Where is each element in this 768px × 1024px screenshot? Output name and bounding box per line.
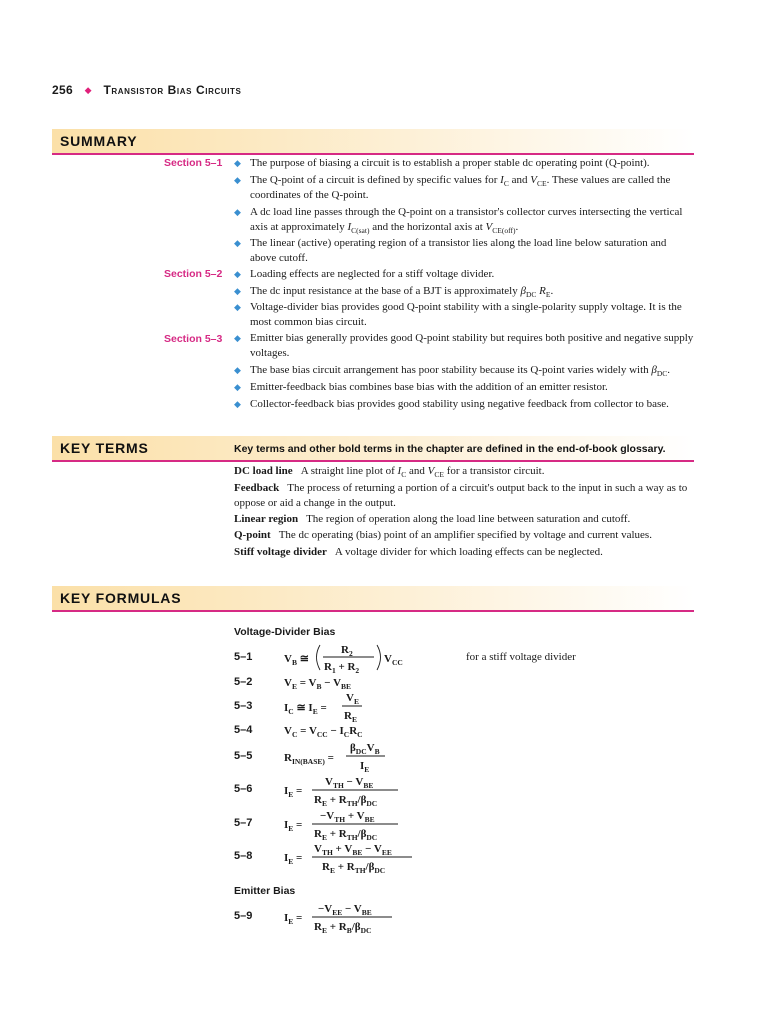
- svg-text:−VTH + VBE: $-V_{TH} + V_{BE}$: [320, 810, 375, 824]
- summary-bullet: [234, 363, 694, 378]
- key-term: [234, 512, 694, 527]
- svg-text:VC = VCC − ICRC: $V_C = V_{CC} - I_CR_C$: [284, 725, 363, 739]
- section-label-5-1: Section 5–1: [164, 157, 223, 169]
- formula-5-3: [280, 688, 420, 724]
- formula-5-7: [280, 806, 430, 842]
- summary-bullet: [234, 397, 694, 412]
- svg-text:R1 + R2: $R_1 + R_2$: [324, 661, 360, 675]
- bullet-text: The dc input resistance at the base of a BJT is approximately $\beta_{DC}$ $R_E$.: [250, 285, 554, 300]
- formula-number: 5–8: [234, 850, 253, 862]
- formula-group-heading: Emitter Bias: [234, 885, 296, 897]
- formula-5-8: [280, 839, 440, 875]
- term-definition: The process of returning a portion of a circuit's output back to the input in such a way as to oppose or aid a change in the output.: [234, 482, 688, 509]
- bullet-text: The base bias circuit arrangement has poor stability because its Q-point varies widely with $\beta_{DC}$.: [250, 364, 671, 379]
- bullet-diamond-icon: ◆: [234, 269, 241, 279]
- svg-text:βDCVB: $\beta_{DC}V_B$: [350, 742, 380, 756]
- svg-text:RE + RTH/βDC: $R_E + R_{TH}/\beta_{DC}$: [314, 828, 378, 842]
- formula-number: 5–6: [234, 783, 253, 795]
- bullet-diamond-icon: ◆: [234, 382, 241, 392]
- svg-text:VB ≅: $V_B$ ≅: [284, 653, 309, 667]
- bullet-diamond-icon: ◆: [234, 175, 241, 185]
- bullet-diamond-icon: ◆: [234, 365, 241, 375]
- svg-text:VE: $V_E$: [346, 692, 359, 706]
- term-definition: The dc operating (bias) point of an amplifier specified by voltage and current values.: [278, 529, 652, 541]
- bullet-text: Collector-feedback bias provides good stability using negative feedback from collector to base.: [250, 398, 669, 410]
- summary-bullet: [234, 380, 694, 395]
- key-terms-note: Key terms and other bold terms in the chapter are defined in the end-of-book glossary.: [234, 443, 666, 455]
- key-terms-band: [52, 436, 694, 462]
- term-name: Linear region: [234, 513, 299, 525]
- summary-bullet: [234, 267, 694, 282]
- svg-text:−VEE − VBE: $-V_{EE} - V_{BE}$: [318, 903, 372, 917]
- bullet-diamond-icon: ◆: [234, 286, 241, 296]
- term-name: Stiff voltage divider: [234, 546, 327, 558]
- svg-text:RE: $R_E$: [344, 710, 357, 724]
- svg-text:VE = VB − VBE: $V_E = V_B - V_{BE}$: [284, 677, 352, 691]
- formula-number: 5–1: [234, 651, 253, 663]
- svg-text:VTH + VBE − VEE: $V_{TH} + V_{BE} - V_{EE}$: [314, 843, 392, 857]
- key-term: [234, 464, 694, 479]
- summary-bullet: [234, 300, 694, 330]
- bullet-diamond-icon: ◆: [234, 207, 241, 217]
- svg-text:RE + RTH/βDC: $R_E + R_{TH}/\beta_{DC}$: [322, 861, 386, 875]
- formula-number: 5–3: [234, 700, 253, 712]
- key-formulas-heading: KEY FORMULAS: [60, 590, 182, 606]
- term-name: DC load line: [234, 465, 293, 477]
- running-head: [52, 83, 241, 97]
- section-label-5-3: Section 5–3: [164, 333, 223, 345]
- term-definition: The region of operation along the load line between saturation and cutoff.: [306, 513, 631, 525]
- summary-band: [52, 129, 694, 155]
- term-name: Q-point: [234, 529, 271, 541]
- bullet-text: A dc load line passes through the Q-point on a transistor's collector curves intersecting the vertical axis at approximately $I_{C(sat)}$ and the horizontal axis at $V_{CE(off)}$.: [250, 206, 683, 236]
- formula-5-6: [280, 772, 430, 808]
- svg-text:IE =: $I_E$ =: [284, 819, 303, 833]
- svg-text:RIN(BASE) =: $R_{IN(BASE)}$ =: [284, 752, 334, 766]
- bullet-diamond-icon: ◆: [234, 333, 241, 343]
- formula-number: 5–7: [234, 817, 253, 829]
- bullet-diamond-icon: ◆: [234, 302, 241, 312]
- bullet-diamond-icon: ◆: [234, 399, 241, 409]
- svg-text:IE =: $I_E$ =: [284, 852, 303, 866]
- formula-number: 5–5: [234, 750, 253, 762]
- formula-number: 5–9: [234, 910, 253, 922]
- key-term: [234, 528, 694, 543]
- key-term: [234, 545, 694, 560]
- svg-text:RE + RB/βDC: $R_E + R_B/\beta_{DC}$: [314, 921, 372, 935]
- bullet-text: Loading effects are neglected for a stiff voltage divider.: [250, 268, 495, 280]
- summary-bullet: [234, 236, 694, 266]
- page-number: 256: [52, 83, 73, 97]
- svg-text:IC ≅ IE =: $I_C$ ≅ $I_E$ =: [284, 702, 327, 716]
- bullet-text: Emitter-feedback bias combines base bias with the addition of an emitter resistor.: [250, 381, 608, 393]
- bullet-text: Emitter bias generally provides good Q-point stability but requires both positive and negative supply voltages.: [250, 332, 694, 359]
- svg-text:IE =: $I_E$ =: [284, 785, 303, 799]
- summary-bullet: [234, 284, 694, 299]
- key-term: [234, 481, 694, 511]
- summary-bullet: [234, 331, 694, 361]
- term-definition: A straight line plot of $I_C$ and $V_{CE}$ for a transistor circuit.: [300, 465, 545, 480]
- svg-text:RE + RTH/βDC: $R_E + R_{TH}/\beta_{DC}$: [314, 794, 378, 808]
- term-name: Feedback: [234, 482, 280, 494]
- formula-note: for a stiff voltage divider: [466, 651, 576, 663]
- svg-text:IE =: $I_E$ =: [284, 912, 303, 926]
- bullet-text: The Q-point of a circuit is defined by specific values for $I_C$ and $V_{CE}$. These values are called the coordinates of the Q-point.: [250, 174, 671, 201]
- formula-number: 5–4: [234, 724, 253, 736]
- formula-5-9: [280, 899, 430, 935]
- term-definition: A voltage divider for which loading effects can be neglected.: [334, 546, 603, 558]
- summary-bullet: [234, 173, 694, 203]
- bullet-diamond-icon: ◆: [234, 238, 241, 248]
- formula-number: 5–2: [234, 676, 253, 688]
- summary-bullet: [234, 156, 694, 171]
- bullet-text: The linear (active) operating region of a transistor lies along the load line below saturation and above cutoff.: [250, 237, 667, 264]
- svg-text:R2: $R_2$: [341, 644, 353, 658]
- bullet-text: The purpose of biasing a circuit is to establish a proper stable dc operating point (Q-point).: [250, 157, 650, 169]
- bullet-diamond-icon: ◆: [234, 158, 241, 168]
- section-label-5-2: Section 5–2: [164, 268, 223, 280]
- svg-text:VTH − VBE: $V_{TH} - V_{BE}$: [325, 776, 374, 790]
- running-title: Transistor Bias Circuits: [103, 83, 242, 97]
- diamond-icon: ◆: [84, 85, 92, 95]
- summary-bullet: [234, 205, 694, 235]
- key-terms-heading: KEY TERMS: [60, 440, 149, 456]
- formula-group-heading: Voltage-Divider Bias: [234, 626, 336, 638]
- formula-5-1: [280, 640, 420, 674]
- svg-text:IE: $I_E$: [360, 760, 370, 774]
- formula-5-5: [280, 738, 430, 774]
- bullet-text: Voltage-divider bias provides good Q-point stability with a single-polarity supply voltage. It is the most common bias circuit.: [250, 301, 682, 328]
- key-formulas-band: [52, 586, 694, 612]
- summary-heading: SUMMARY: [60, 133, 138, 149]
- svg-text:VCC: $V_{CC}$: [384, 653, 403, 667]
